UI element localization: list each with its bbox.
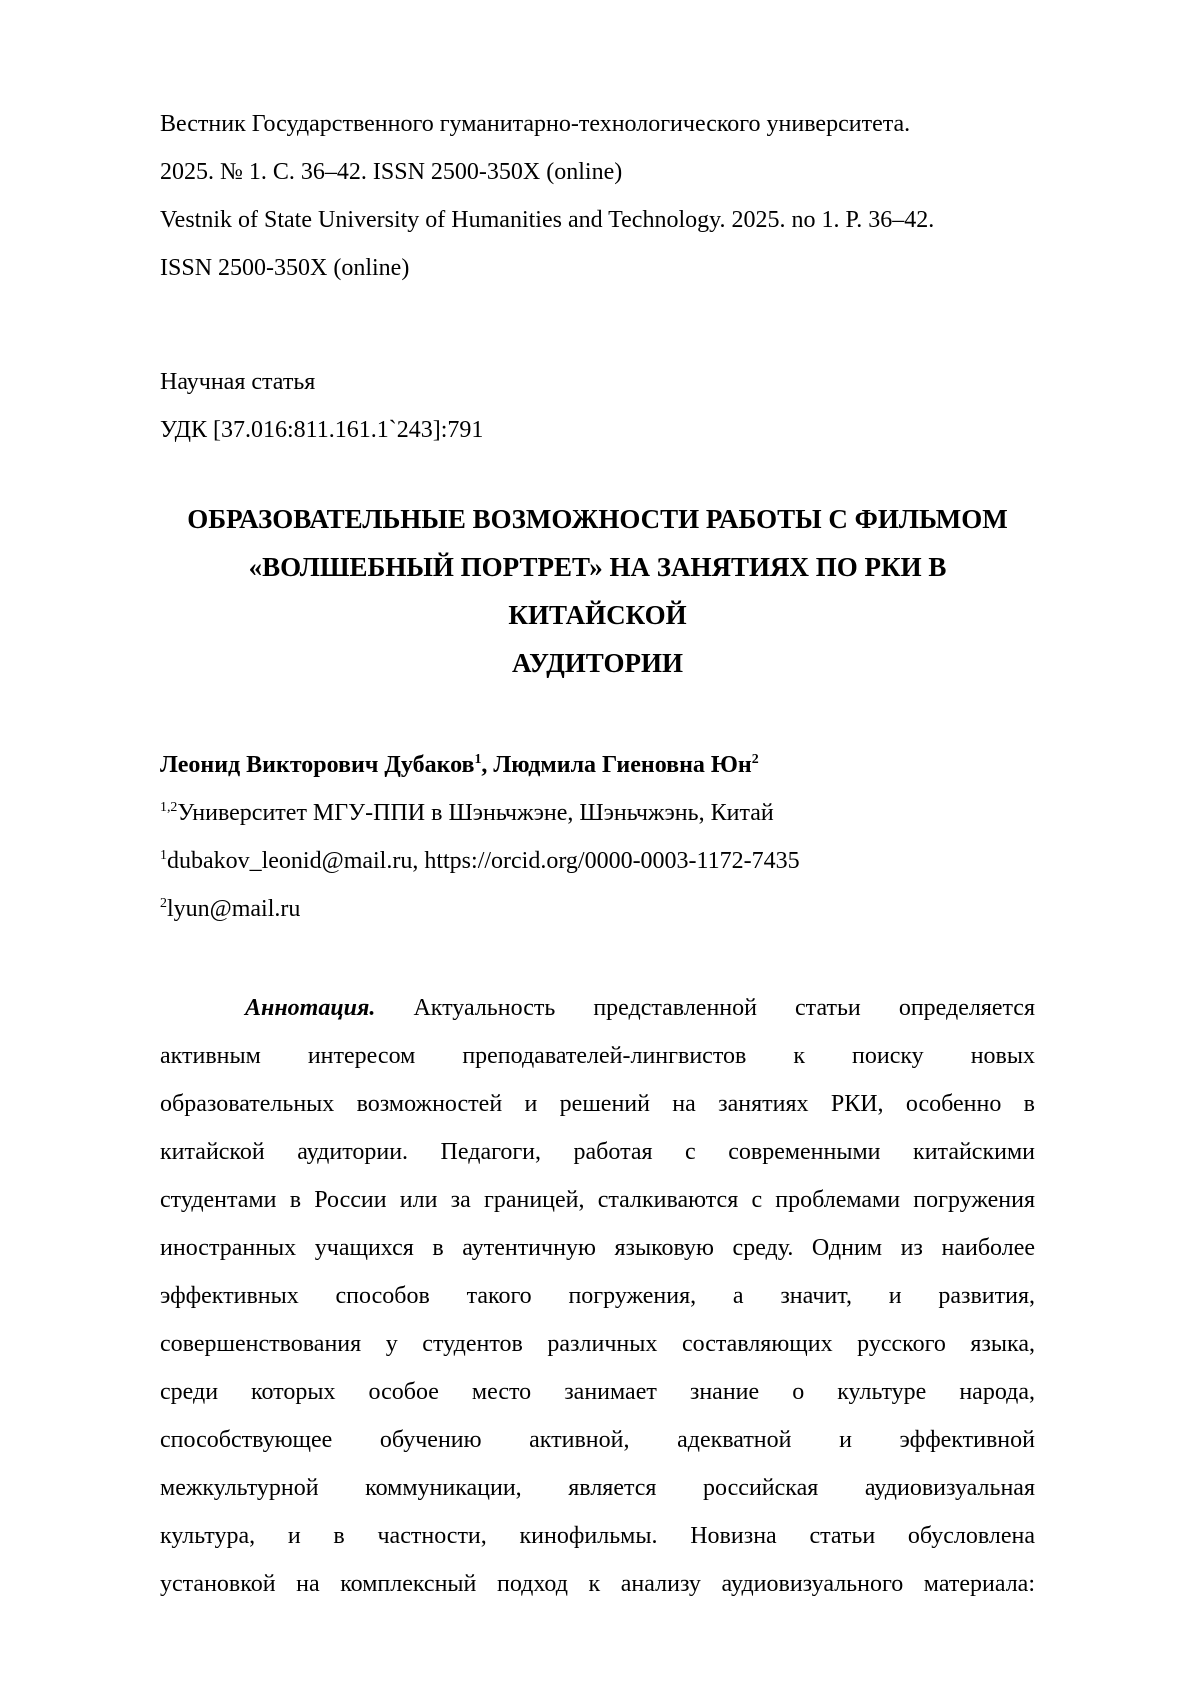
affiliation-superscript: 1,2 <box>160 800 178 815</box>
abstract-line-1 <box>160 984 1035 1032</box>
abstract-line-9: среди которых особое место занимает знание о культуре народа, <box>160 1379 1035 1405</box>
article-type-label: Научная статья <box>160 369 316 395</box>
authors-block <box>160 741 1035 933</box>
abstract-line-3: образовательных возможностей и решений на занятиях РКИ, особенно в <box>160 1091 1035 1117</box>
abstract-first-line-text: Актуальность представленной статьи определяется <box>413 995 1035 1021</box>
article-title-line-3: АУДИТОРИИ <box>512 648 683 678</box>
author-2-name: Людмила Гиеновна Юн <box>493 752 752 778</box>
contact-line-2 <box>160 885 1035 933</box>
abstract-line-4: китайской аудитории. Педагоги, работая с современными китайскими <box>160 1139 1035 1165</box>
article-title <box>160 495 1035 687</box>
journal-header-line-en-2: ISSN 2500-350X (online) <box>160 255 410 281</box>
affiliation-text: Университет МГУ-ППИ в Шэньчжэне, Шэньчжэнь, Китай <box>177 800 774 826</box>
author-2-superscript: 2 <box>751 752 759 767</box>
article-meta <box>160 358 1035 454</box>
author-1-superscript: 1 <box>474 752 482 767</box>
contact-line-1 <box>160 837 1035 885</box>
journal-header-line-ru-1: Вестник Государственного гуманитарно-технологического университета. <box>160 111 911 137</box>
authors-line <box>160 741 1035 789</box>
udc-code: УДК [37.016:811.161.1`243]:791 <box>160 417 484 443</box>
article-title-line-1: ОБРАЗОВАТЕЛЬНЫЕ ВОЗМОЖНОСТИ РАБОТЫ С ФИЛЬМОМ <box>187 504 1008 534</box>
contact-2-superscript: 2 <box>160 896 167 911</box>
article-title-line-2: «ВОЛШЕБНЫЙ ПОРТРЕТ» НА ЗАНЯТИЯХ ПО РКИ В КИТАЙСКОЙ <box>248 552 947 630</box>
abstract-line-12: культура, и в частности, кинофильмы. Новизна статьи обусловлена <box>160 1523 1035 1549</box>
abstract-line-5: студентами в России или за границей, сталкиваются с проблемами погружения <box>160 1187 1035 1213</box>
abstract-line-6: иностранных учащихся в аутентичную языковую среду. Одним из наиболее <box>160 1235 1035 1261</box>
contact-1-superscript: 1 <box>160 848 167 863</box>
contact-2-email: lyun@mail.ru <box>166 896 301 922</box>
authors-separator: , <box>481 752 494 778</box>
journal-header-line-en-1: Vestnik of State University of Humanities and Technology. 2025. no 1. P. 36–42. <box>160 207 935 233</box>
abstract-label: Аннотация. <box>245 995 376 1021</box>
abstract-line-11: межкультурной коммуникации, является российская аудиовизуальная <box>160 1475 1035 1501</box>
affiliation-line <box>160 789 1035 837</box>
abstract-line-8: совершенствования у студентов различных составляющих русского языка, <box>160 1331 1035 1357</box>
abstract-line-7: эффективных способов такого погружения, а значит, и развития, <box>160 1283 1035 1309</box>
author-1-name: Леонид Викторович Дубаков <box>160 752 475 778</box>
abstract-paragraph <box>160 984 1035 1608</box>
abstract-line-13: установкой на комплексный подход к анализу аудиовизуального материала: <box>160 1571 1035 1597</box>
journal-header <box>160 100 1035 292</box>
journal-header-line-ru-2: 2025. № 1. С. 36–42. ISSN 2500-350X (online) <box>160 159 623 185</box>
contact-1-email-and-orcid: dubakov_leonid@mail.ru, https://orcid.org/0000-0003-1172-7435 <box>166 848 800 874</box>
abstract-line-2: активным интересом преподавателей-лингвистов к поиску новых <box>160 1043 1035 1069</box>
abstract-line-10: способствующее обучению активной, адекватной и эффективной <box>160 1427 1035 1453</box>
